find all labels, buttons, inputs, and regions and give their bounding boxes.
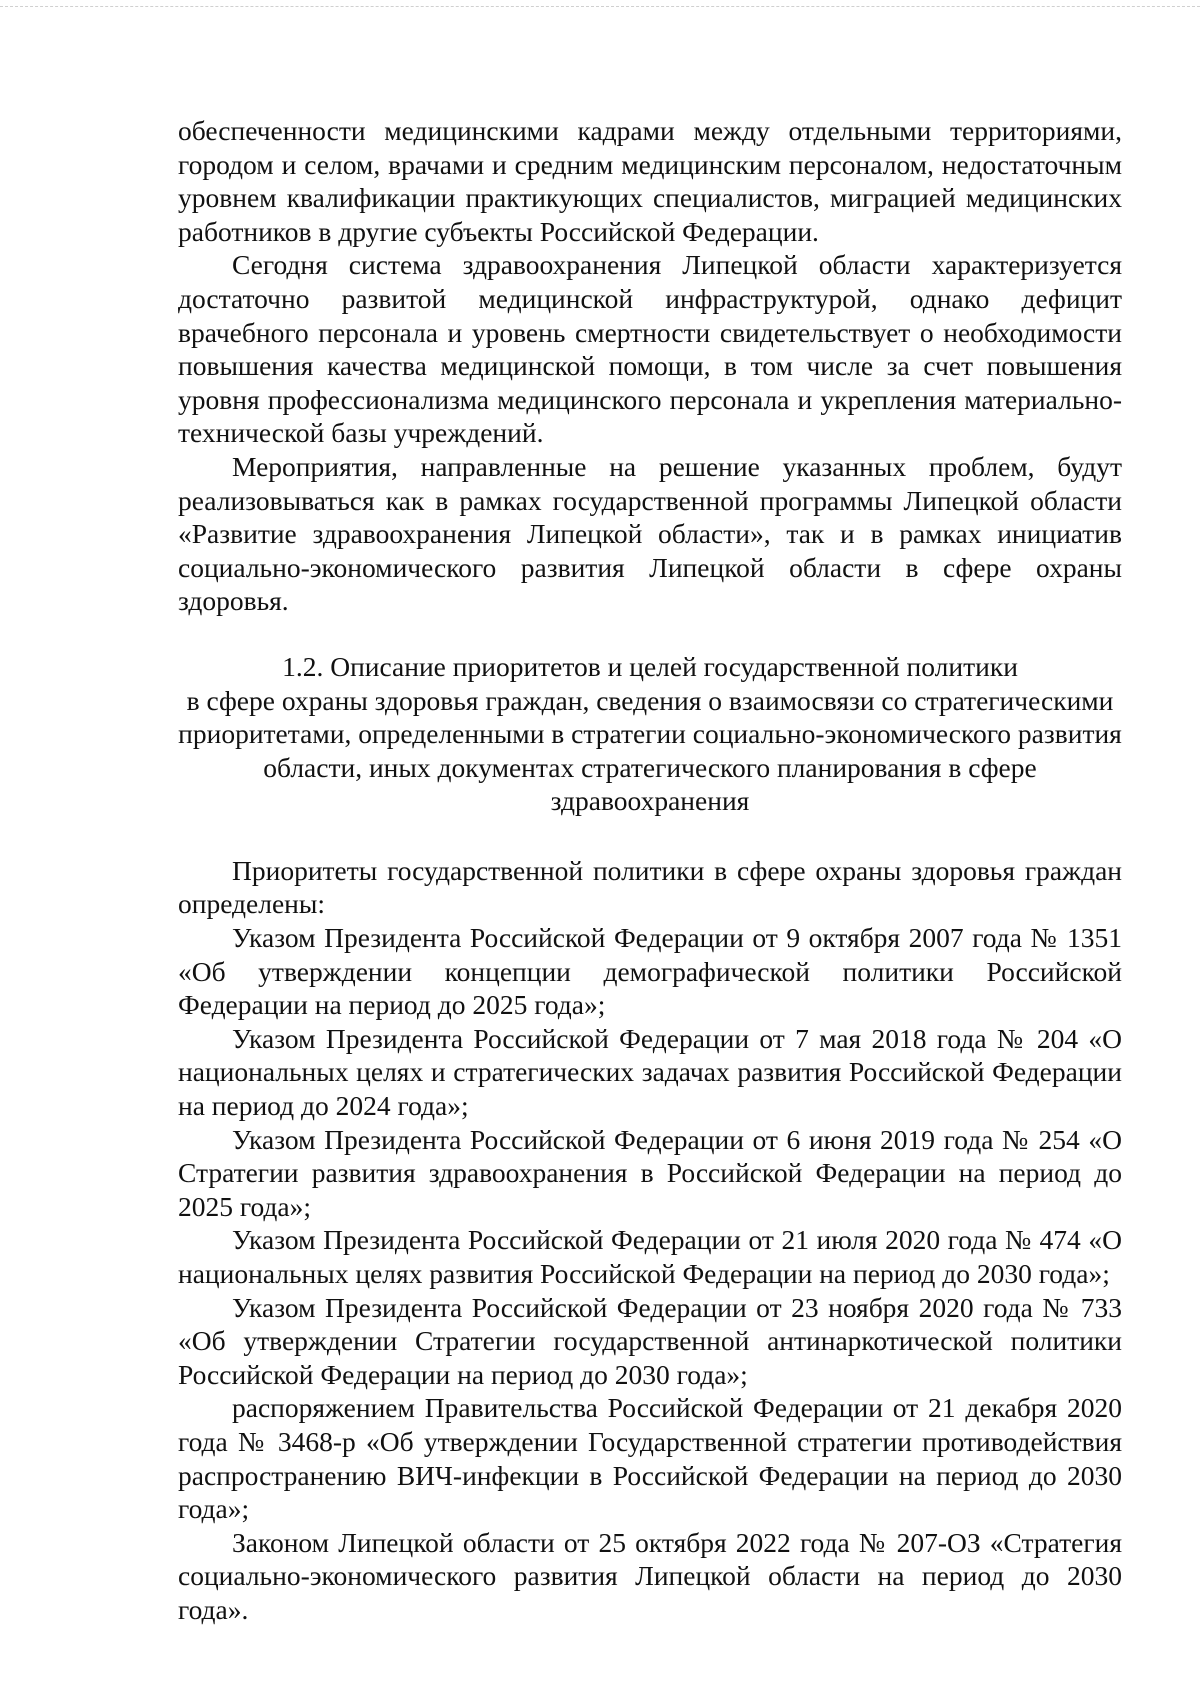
paragraph-decree-474: Указом Президента Российской Федерации от 21 июля 2020 года № 474 «О национальных целях развития Российской Федерации на период до 2030 года»; (178, 1224, 1122, 1289)
paragraph-measures: Мероприятия, направленные на решение указанных проблем, будут реализовываться как в рамках государственной программы Липецкой области «Развитие здравоохранения Липецкой области», так и в рамках инициатив социально-экономического развития Липецкой области в сфере охраны здоровья. (178, 450, 1122, 617)
paragraph-decree-254: Указом Президента Российской Федерации от 6 июня 2019 года № 254 «О Стратегии развития здравоохранения в Российской Федерации на период до 2025 года»; (178, 1123, 1122, 1222)
paragraph-decree-733: Указом Президента Российской Федерации от 23 ноября 2020 года № 733 «Об утверждении Стратегии государственной антинаркотической политики Российской Федерации на период до 2030 года»; (178, 1291, 1122, 1390)
paragraph-order-3468: распоряжением Правительства Российской Федерации от 21 декабря 2020 года № 3468-р «Об утверждении Государственной стратегии противодействия распространению ВИЧ-инфекции в Российской Федерации на период до 2030 года»; (178, 1392, 1122, 1525)
section-heading-line: области, иных документах стратегического планирования в сфере (263, 751, 1037, 783)
section-heading-line: 1.2. Описание приоритетов и целей государственной политики (282, 650, 1018, 682)
section-heading-line: приоритетами, определенными в стратегии социально-экономического развития (178, 718, 1122, 750)
paragraph-staffing-disparities: обеспеченности медицинскими кадрами между отдельными территориями, городом и селом, врачами и средним медицинским персоналом, недостаточным уровнем квалификации практикующих специалистов, миграцией медицинских работников в другие субъекты Российской Федерации. (178, 115, 1122, 247)
document-body (178, 114, 1122, 1627)
paragraph-decree-204: Указом Президента Российской Федерации от 7 мая 2018 года № 204 «О национальных целях и стратегических задачах развития Российской Федерации на период до 2024 года»; (178, 1022, 1122, 1122)
paragraph-law-207: Законом Липецкой области от 25 октября 2022 года № 207-ОЗ «Стратегия социально-экономического развития Липецкой области на период до 2030 года». (178, 1526, 1122, 1625)
paragraph-decree-1351: Указом Президента Российской Федерации от 9 октября 2007 года № 1351 «Об утверждении концепции демографической политики Российской Федерации на период до 2025 года»; (178, 922, 1122, 1021)
paragraph-healthcare-system: Сегодня система здравоохранения Липецкой области характеризуется достаточно развитой медицинской инфраструктурой, однако дефицит врачебного персонала и уровень смертности свидетельствует о необходимости повышения качества медицинской помощи, в том числе за счет повышения уровня профессионализма медицинского персонала и укрепления материально-технической базы учреждений. (178, 249, 1122, 449)
section-heading (178, 650, 1122, 818)
scan-edge-line (0, 6, 1200, 7)
section-heading-line: здравоохранения (550, 785, 750, 817)
paragraph-priorities-intro: Приоритеты государственной политики в сфере охраны здоровья граждан определены: (178, 854, 1122, 920)
section-heading-line: в сфере охраны здоровья граждан, сведения о взаимосвязи со стратегическими (186, 684, 1114, 716)
